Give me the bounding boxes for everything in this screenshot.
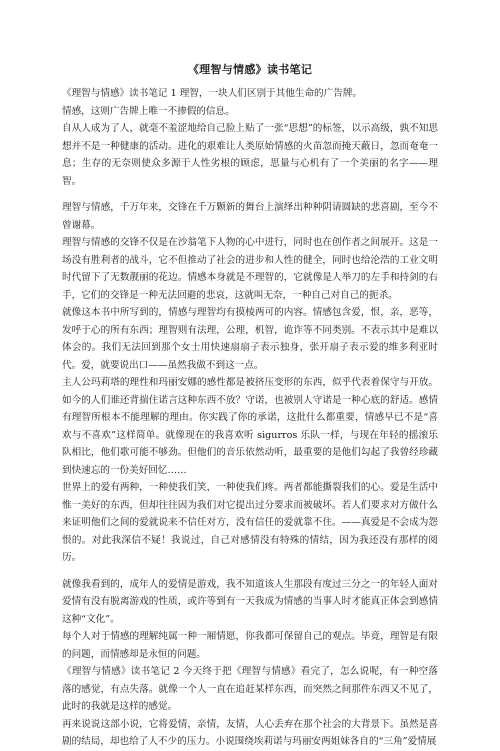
paragraph: 理智与情感，千万年来，交锋在千万颗新的舞台上演绎出种种阴请圆缺的悲喜剧，至今不曾谢幕。: [62, 202, 438, 231]
paragraph-spacer: [62, 190, 438, 199]
paragraph: 世界上的爱有两种，一种使我们笑，一种使我们疼。两者都能撕裂我们的心。爱是生活中惟一美好的东西，但却往往因为我们对它提出过分要求而被破坏。若人们要求对方做什么来证明他们之间的爱就说来不信任对方，没有信任的爱就靠不住。——真爱是不会成为怨恨的。对此我深信不疑！我说过，自己对感情没有特殊的情结，因为我还没有那样的阅历。: [62, 482, 438, 563]
paragraph: 每个人对于情感的理解纯属一种一厢情愿，你我都可保留自己的观点。毕竟，理智是有限的问题，而情感却是永恒的问题。: [62, 631, 438, 660]
paragraph: 情感，这则广告牌上唯一不掺假的信息。: [62, 105, 235, 117]
paragraph: 自从人成为了人，就毫不羞涩地给自己脸上贴了一张“思想”的标签，以示高级，孰不知思想并不是一种健康的活动。进化的艰难让人类原始情感的火苗忽而掩天蔽日，忽而奄奄一息；生存的无奈则使众多源于人性劣根的顾虑，思量与心机有了一个美丽的名字——理智。: [62, 123, 438, 187]
paragraph-spacer: [62, 567, 438, 576]
paragraph: 就像我看到的，成年人的爱情是游戏，我不知道该人生那段有度过三分之一的年轻人面对爱情有没有脱离游戏的性质，或许等到有一天我成为情感的当事人时才能真正体会到感情这种“文化”。: [62, 578, 438, 625]
paragraph: 理智与情感的交锋不仅是在沙翁笔下人物的心中进行，同时也在创作者之间展开。这是一场没有胜利者的战斗，它不但推动了社会的进步和人性的健全，同时也给沦浩的工业文明时代留下了无数靓丽的花边。情感本身就是不理智的，它就像是人举刀的左手和持剑的右手，它们的交锋是一种无法回避的悲哀，这就叫无奈，一种自己对自己的扼杀。: [62, 237, 438, 301]
document-title: 《理智与情感》读书笔记: [187, 63, 313, 76]
paragraph: 再来说说这部小说，它将爱情，亲情，友情，人心丢弃在那个社会的大背景下。虽然是喜剧的结局，却也给了人不少的压力。小说围绕埃莉诺与玛丽安两姐妹各自的“三角”爱情展: [62, 718, 438, 747]
paragraph: 就像这本书中所写到的，情感与理智均有摸棱两可的内容。情感包含爱，恨，亲，恶等，发呼于心的所有东西；理智则有法理，公理，机智，诡诈等不同类别。不表示其中是难以体会的。我们无法回到那个女士用快速扇扇子表示独身，张开扇子表示爱的维多利亚时代。爱，就要说出口——虽然我做不到这一点。: [62, 307, 438, 371]
paragraph: 主人公玛莉塔的理性和玛丽安娜的感性都是被挤压变形的东西，似乎代表着保守与开放。如今的人们谁还背揣住诺言这种东西不放？守诺，也被别人守诺是一种心底的舒适。感情有理智所根本不能理解的理由。你实践了你的承诺，这批什么都重要，情感早已不是“喜欢与不喜欢”这样简单。就像现在的我喜欢听 sigurros 乐队一样，与现在年轻的摇滚乐队相比，他们歌可能不够劲。但他们的音乐依然动听，最重要的是他们勾起了我曾经珍藏到快速忘的一份美好回忆……: [62, 377, 438, 476]
paragraph: 《理智与情感》读书笔记 2 今天终于把《理智与情感》看完了，怎么说呢，有一种空落落的感觉，有点失落。就像一个人一直在追赶某样东西，而突然之间那件东西又不见了，此时的我就是这样的感觉。: [62, 666, 438, 712]
document-body: [62, 85, 438, 751]
paragraph: 《理智与情感》读书笔记 1 理智，一块人们区别于其他生命的广告牌。: [62, 88, 363, 99]
